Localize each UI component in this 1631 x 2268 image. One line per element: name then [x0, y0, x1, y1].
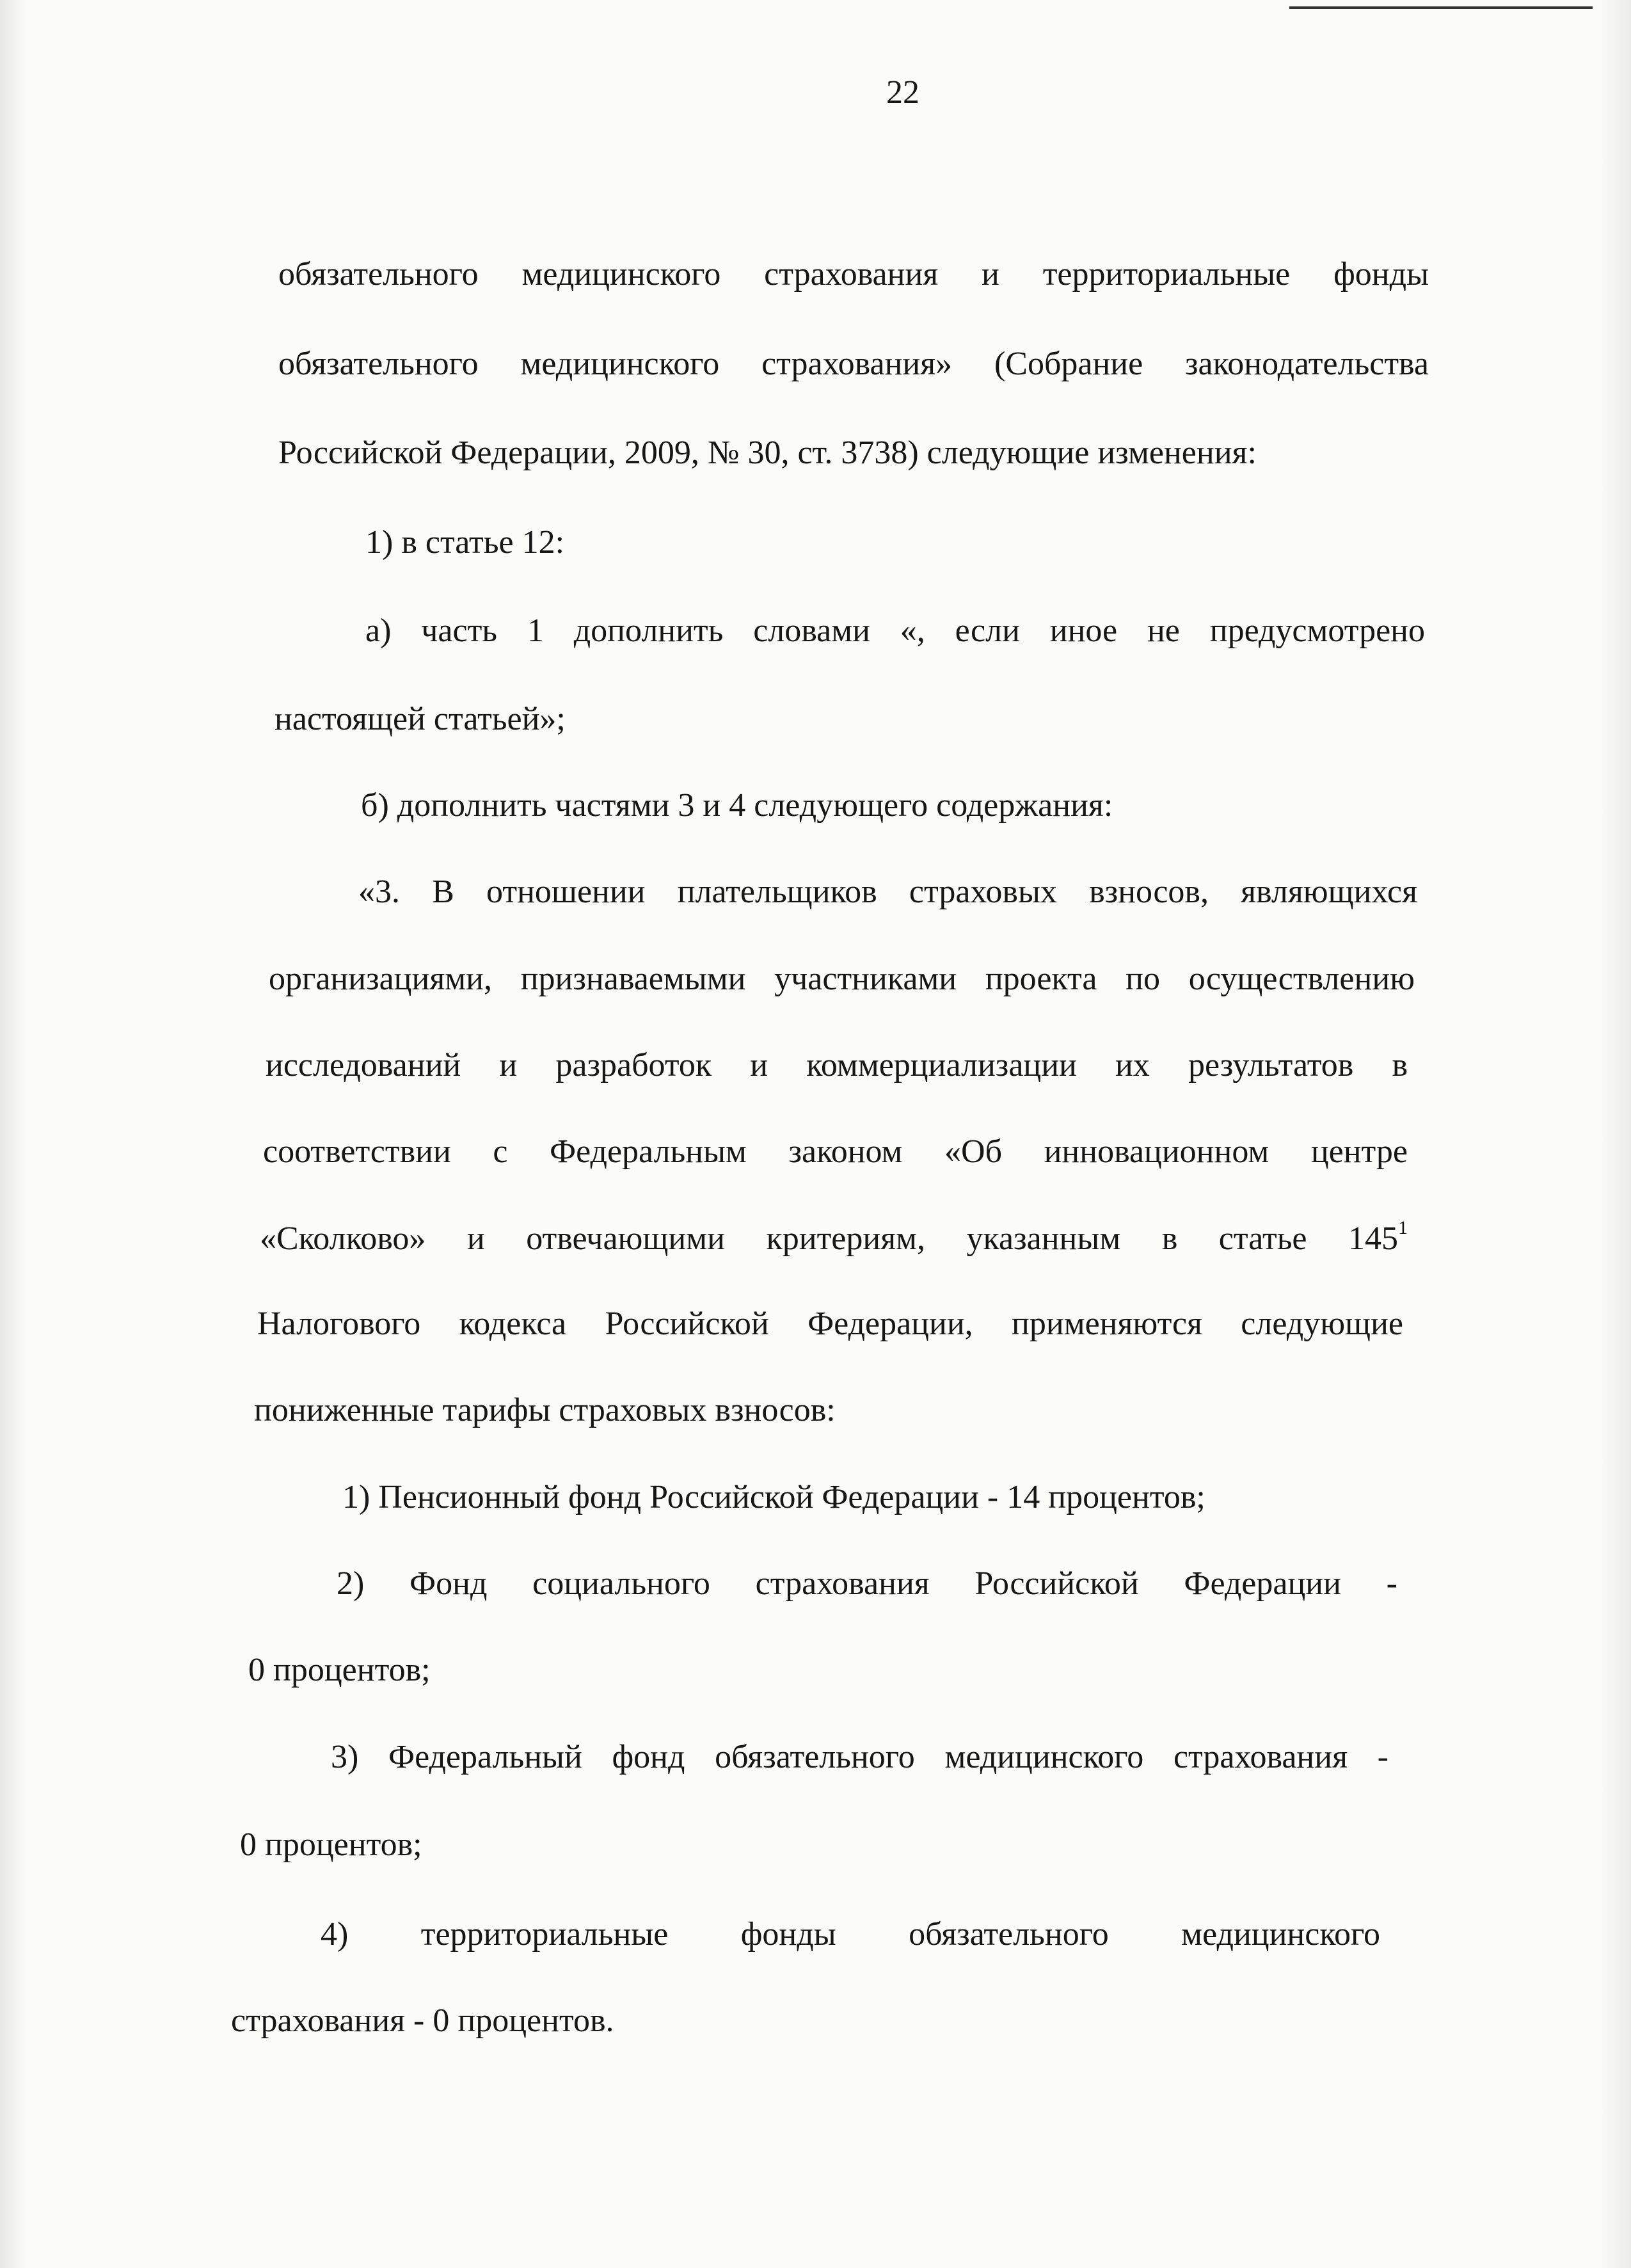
page-number: 22: [886, 74, 919, 111]
text-line: обязательного медицинского страхования и территориальные фонды: [278, 256, 1429, 292]
text-line: организациями, признаваемыми участниками проекта по осуществлению: [269, 961, 1415, 997]
text-line: пониженные тарифы страховых взносов:: [254, 1392, 836, 1428]
text-line: исследований и разработок и коммерциализации их результатов в: [266, 1047, 1408, 1083]
text-line: страхования - 0 процентов.: [231, 2002, 614, 2039]
list-item: 3) Федеральный фонд обязательного медицинского страхования -: [331, 1739, 1388, 1775]
list-item: 2) Фонд социального страхования Российской Федерации -: [337, 1565, 1397, 1602]
text-line: б) дополнить частями 3 и 4 следующего содержания:: [361, 787, 1113, 824]
text-line: Налогового кодекса Российской Федерации, применяются следующие: [257, 1306, 1403, 1342]
list-item: 4) территориальные фонды обязательного медицинского: [321, 1916, 1380, 1953]
header-rule: [1289, 6, 1593, 9]
text-line: 1) в статье 12:: [365, 524, 565, 561]
text-line: «3. В отношении плательщиков страховых взносов, являющихся: [358, 874, 1417, 910]
text-line-with-superscript: [260, 1218, 1408, 1259]
superscript: 1: [1398, 1217, 1408, 1238]
scan-right-edge: [1599, 0, 1631, 2268]
text-line: настоящей статьей»;: [274, 701, 566, 737]
text-line: Российской Федерации, 2009, № 30, ст. 3738) следующие изменения:: [278, 435, 1257, 471]
text-line: «Сколково» и отвечающими критериям, указанным в статье 145: [260, 1220, 1398, 1257]
text-line: соответствии с Федеральным законом «Об инновационном центре: [263, 1133, 1408, 1170]
text-line: 0 процентов;: [248, 1652, 431, 1688]
text-line: а) часть 1 дополнить словами «, если иное не предусмотрено: [365, 612, 1425, 649]
text-line: 0 процентов;: [240, 1826, 422, 1863]
scan-left-edge: [0, 0, 26, 2268]
text-line: обязательного медицинского страхования» (Собрание законодательства: [278, 346, 1429, 382]
list-item: 1) Пенсионный фонд Российской Федерации - 14 процентов;: [342, 1479, 1205, 1515]
